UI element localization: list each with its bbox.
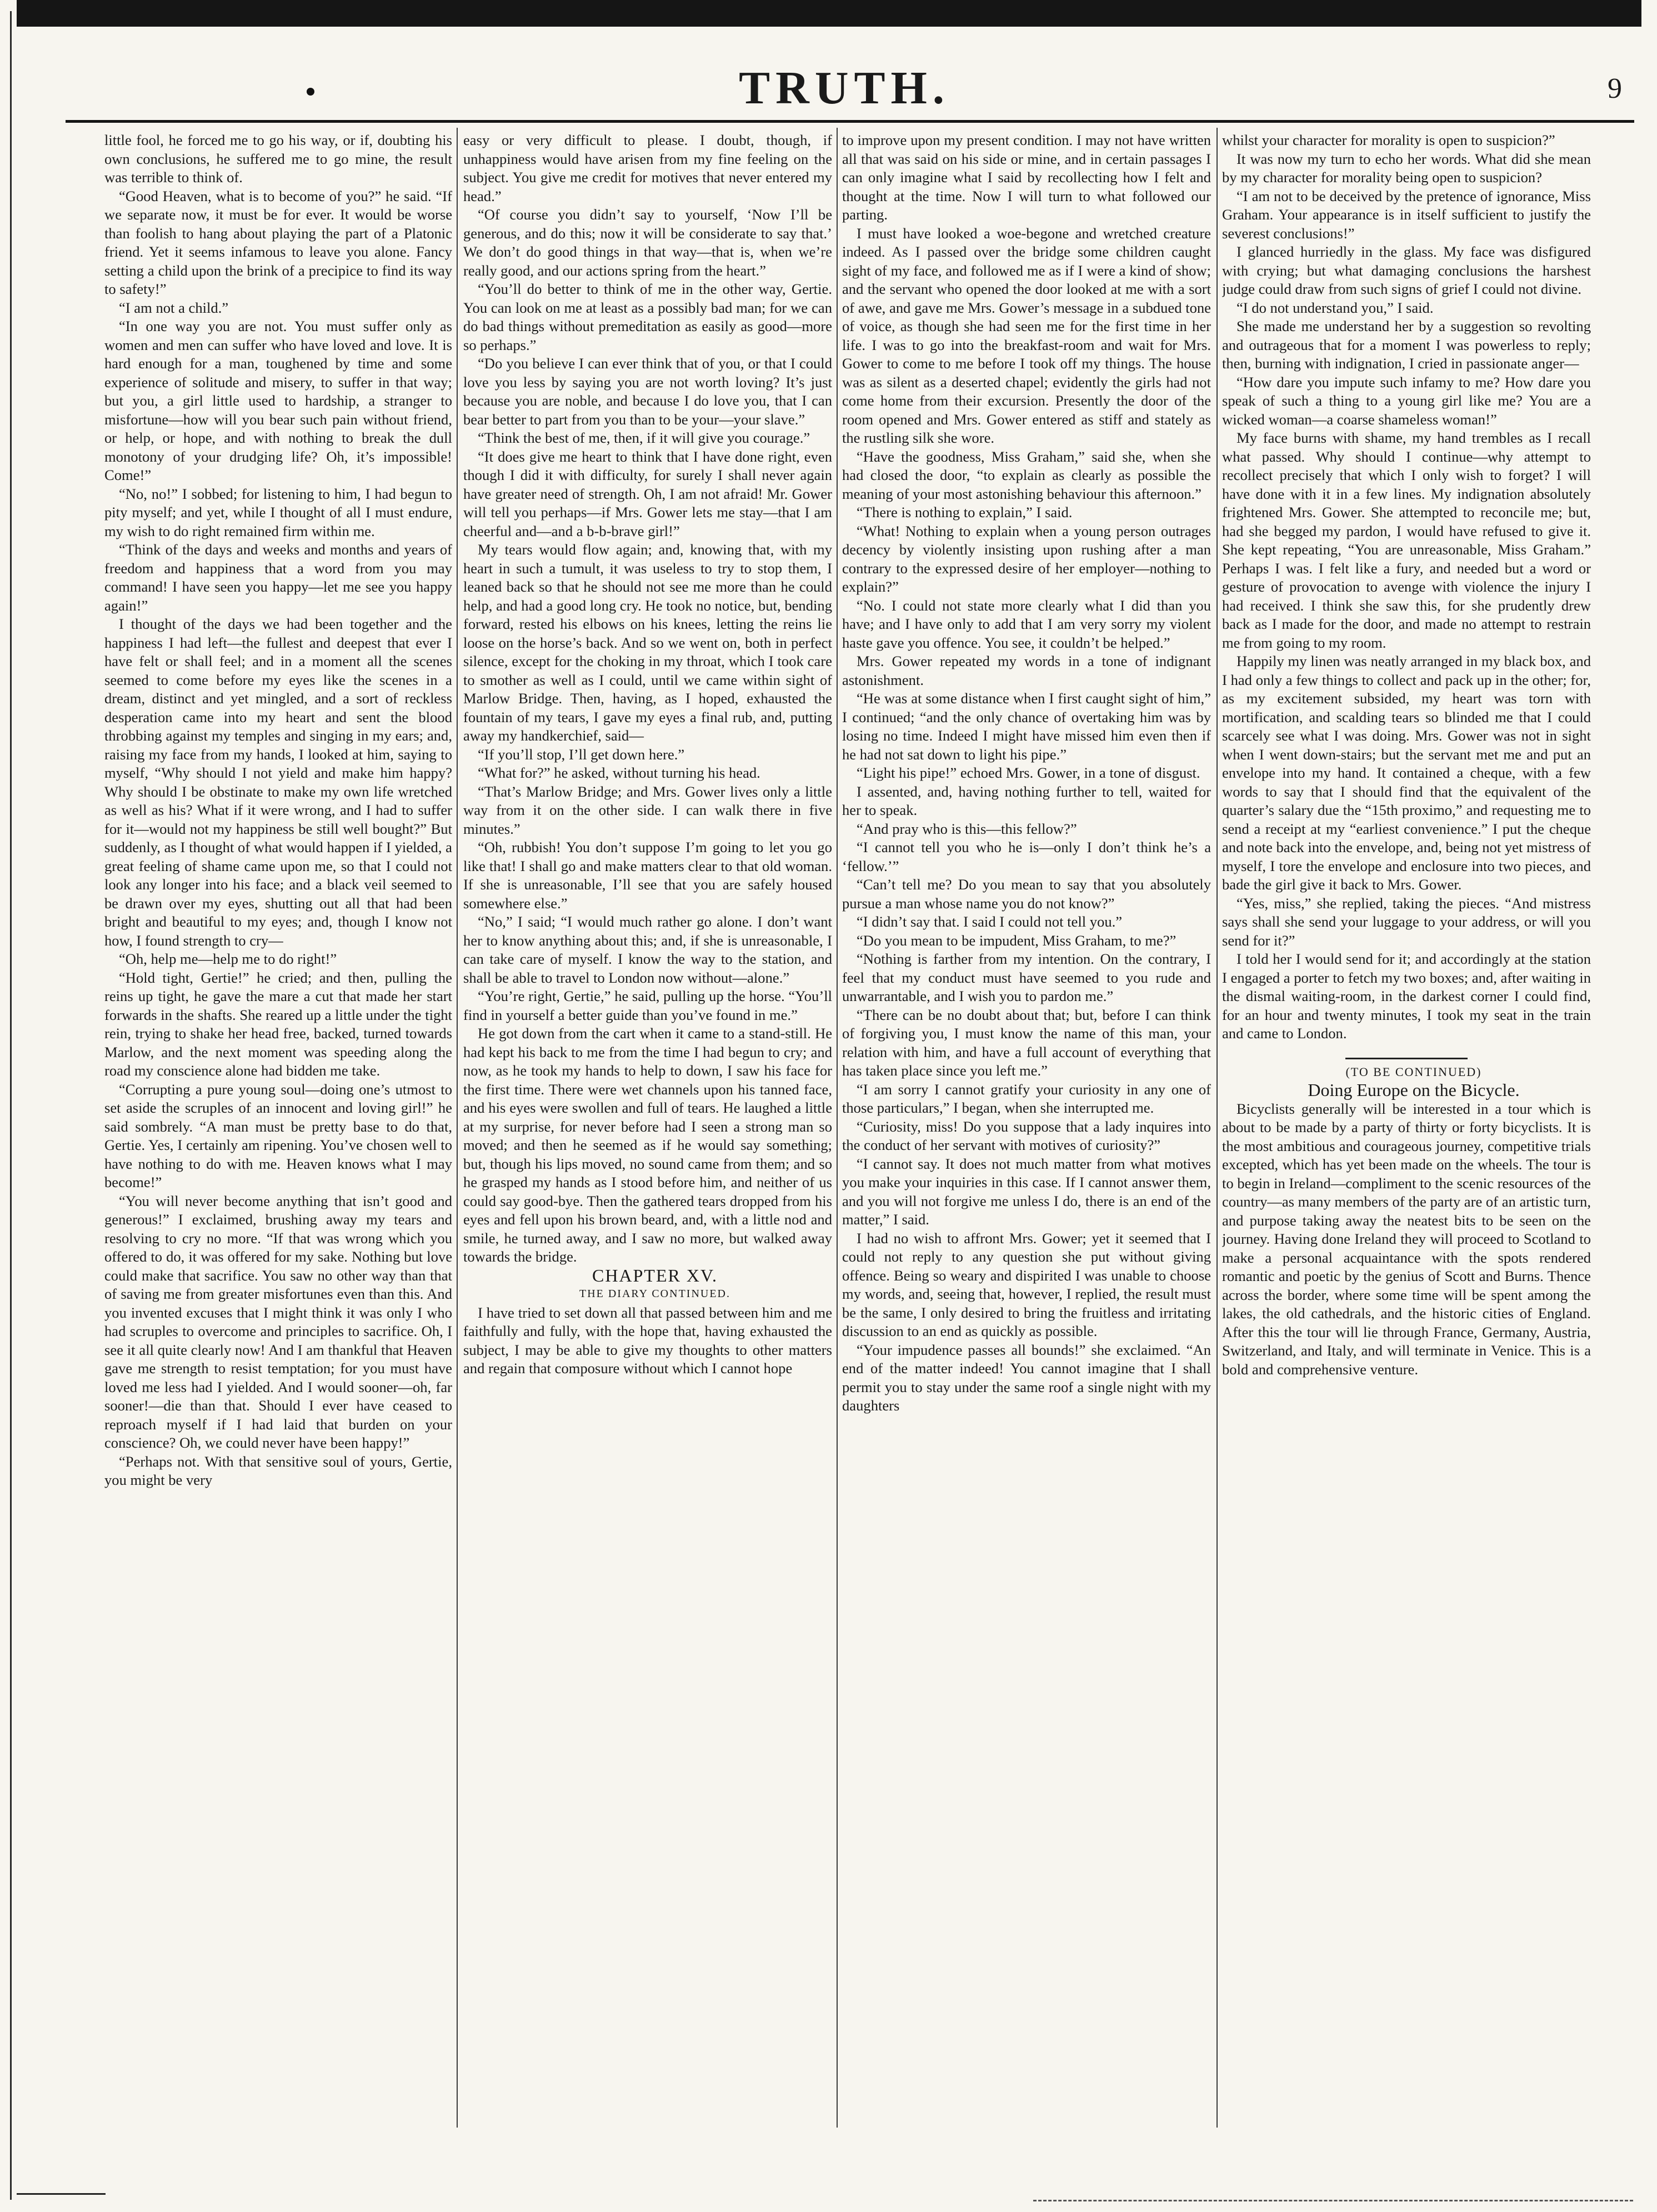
header-rule	[66, 120, 1634, 123]
paragraph: “You’ll do better to think of me in the other way, Gertie. You can look on me at least as a possibly bad man; for we can do bad things without premeditation as easily as good—more so perhaps.”	[463, 281, 832, 353]
paragraph: “Think of the days and weeks and months and years of freedom and happiness that a word from you may command! I have seen you happy—let me see you happy again!”	[104, 541, 452, 614]
paragraph: “No. I could not state more clearly what I did than you have; and I have only to add that I am very sorry my violent haste gave you offence. You see, it couldn’t be helped.”	[842, 597, 1211, 651]
footer-rule	[17, 2193, 106, 2195]
paragraph: “Good Heaven, what is to become of you?” he said. “If we separate now, it must be for ever. It would be worse than foolish to hang about playing the part of a Platonic friend. Yet it seems infamous to leave you alone. Fancy setting a child upon the brink of a precipice to find its way to safety!”	[104, 187, 452, 297]
paragraph: He got down from the cart when it came to a stand-still. He had kept his back to me from the time I had begun to cry; and now, as he took my hands to help to down, I saw his face for the first time. There were wet channels upon his tanned face, and his eyes were swollen and full of tears. He laughed a little at my surprise, for never before had I seen a strong man so moved; and then he seemed as if he would say something; but, though his lips moved, no sound came from them; and so he grasped my hands as I stood before him, and neither of us could say good-bye. Then the gathered tears dropped from his eyes and fell upon his brown beard, and, with a little nod and smile, he turned away, and I saw no more, but walked away towards the bridge.	[463, 1025, 832, 1265]
paragraph: I assented, and, having nothing further to tell, waited for her to speak.	[842, 783, 1211, 818]
to-be-continued: (TO BE CONTINUED)	[1345, 1064, 1482, 1079]
paragraph: “Oh, rubbish! You don’t suppose I’m going to let you go like that! I shall go and make matters clear to that old woman. If she is unreasonable, I’ll see that you are safely housed somewhere else.”	[463, 839, 832, 912]
chapter-heading: CHAPTER XV.	[592, 1265, 718, 1285]
paragraph: I glanced hurriedly in the glass. My face was disfigured with crying; but what damaging conclusions the harshest judge could draw from such signs of grief I could not divine.	[1222, 243, 1591, 297]
paragraph: “No,” I said; “I would much rather go alone. I don’t want her to know anything about this; and, if she is unreasonable, I can take care of myself. I know the way to the station, and shall be able to travel to London now without—alone.”	[463, 913, 832, 986]
column-divider	[457, 128, 458, 2128]
column-4	[1222, 131, 1591, 2153]
paragraph: “Do you believe I can ever think that of you, or that I could love you less by saying you are not worth loving? It’s just because you are noble, and because I do love you, that I can bear better to part from you than to be your—your slave.”	[463, 355, 832, 428]
page-number: 9	[1608, 73, 1622, 104]
paragraph: “What! Nothing to explain when a young person outrages decency by violently insisting upon rushing after a man contrary to the expressed desire of her employer—nothing to explain?”	[842, 522, 1211, 595]
paragraph: “What for?” he asked, without turning his head.	[478, 764, 760, 781]
paragraph: “Nothing is farther from my intention. On the contrary, I feel that my conduct must have seemed to you rude and unwarrantable, and I wish you to pardon me.”	[842, 950, 1211, 1004]
paragraph: “I cannot tell you who he is—only I don’t think he’s a ‘fellow.’”	[842, 839, 1211, 874]
paragraph: “Hold tight, Gertie!” he cried; and then, pulling the reins up tight, he gave the mare a cut that made her start forwards in the shafts. She reared up a little under the tight rein, trying to shake her head free, backed, turned towards Marlow, and the next moment was speeding along the road my conscience alone had bidden me take.	[104, 969, 452, 1079]
newspaper-title: TRUTH.	[739, 62, 950, 114]
footer-dash-rule	[1033, 2200, 1633, 2201]
paragraph: “Can’t tell me? Do you mean to say that you absolutely pursue a man whose name you do not know?”	[842, 876, 1211, 912]
paragraph: “I am not a child.”	[119, 299, 229, 316]
paragraph: “Perhaps not. With that sensitive soul of yours, Gertie, you might be very	[104, 1453, 452, 1488]
paragraph: “Yes, miss,” she replied, taking the pieces. “And mistress says shall she send your luggage to your address, or will you send for it?”	[1222, 894, 1591, 949]
paragraph: “No, no!” I sobbed; for listening to him, I had begun to pity myself; and yet, while I thought of all I must endure, my wish to do right remained firm within me.	[104, 485, 452, 539]
masthead	[67, 56, 1622, 117]
paragraph: to improve upon my present condition. I may not have written all that was said on his side or mine, and in certain passages I can only imagine what I said by recollecting how I felt and thought at the time. Now I will turn to what followed our parting.	[842, 132, 1211, 223]
article-heading: Doing Europe on the Bicycle.	[1308, 1080, 1520, 1100]
paragraph: She made me understand her by a suggestion so revolting and outrageous that for a moment I was powerless to reply; then, burning with indignation, I cried in passionate anger—	[1222, 318, 1591, 372]
paragraph: “Have the goodness, Miss Graham,” said she, when she had closed the door, “to explain as clearly as possible the meaning of your most astonishing behaviour this afternoon.”	[842, 448, 1211, 502]
column-2	[463, 131, 832, 2153]
paragraph: “Your impudence passes all bounds!” she exclaimed. “An end of the matter indeed! You cannot imagine that I shall permit you to stay under the same roof a single night with my daughters	[842, 1341, 1211, 1414]
paragraph: “I didn’t say that. I said I could not tell you.”	[857, 913, 1123, 930]
paragraph: “Of course you didn’t say to yourself, ‘Now I’ll be generous, and do this; now it will be considerate to say that.’ We don’t do good things in that way—that is, when we’re really good, and our actions spring from the heart.”	[463, 206, 832, 279]
paragraph: “I am not to be deceived by the pretence of ignorance, Miss Graham. Your appearance is in itself sufficient to justify the severest conclusions!”	[1222, 187, 1591, 242]
paragraph: “I cannot say. It does not much matter from what motives you make your inquiries in this case. If I cannot answer them, and you will not forgive me unless I do, there is an end of the matter,” I said.	[842, 1155, 1211, 1228]
paragraph: It was now my turn to echo her words. What did she mean by my character for morality being open to suspicion?	[1222, 150, 1591, 186]
paragraph: Happily my linen was neatly arranged in my black box, and I had only a few things to collect and pack up in the other; for, as my excitement subsided, my heart was torn with mortification, and scalding tears so blinded me that I could scarcely see what I was doing. Mrs. Gower was not in sight when I went down-stairs; but the servant met me and put an envelope into my hand. It contained a cheque, with a few words to say that I should find that the equivalent of the quarter’s salary due the “15th proximo,” and requesting me to send a receipt at my “earliest convenience.” I put the cheque and note back into the envelope, and, being not yet mistress of myself, I tore the envelope and enclosure into two pieces, and bade the girl give it back to Mrs. Gower.	[1222, 653, 1591, 893]
page-left-edge	[10, 11, 12, 2200]
paragraph: “There is nothing to explain,” I said.	[857, 504, 1073, 521]
paragraph: “I am sorry I cannot gratify your curiosity in any one of those particulars,” I began, when she interrupted me.	[842, 1080, 1211, 1116]
column-3	[842, 131, 1211, 2153]
paragraph: “You’re right, Gertie,” he said, pulling up the horse. “You’ll find in yourself a better guide than you’ve found in me.”	[463, 988, 832, 1023]
paragraph: “In one way you are not. You must suffer only as women and men can suffer who have loved and love. It is hard enough for a man, toughened by time and some experience of solitude and misery, to suffer in that way; but you, a girl little used to hardship, a stranger to misfortune—how will you bear such pain without friend, or help, or hope, and with nothing to break the dull monotony of your drudging life? Oh, it’s impossible! Come!”	[104, 318, 452, 483]
paragraph: “I do not understand you,” I said.	[1237, 299, 1434, 316]
column-divider	[1217, 128, 1218, 2128]
paragraph: “How dare you impute such infamy to me? How dare you speak of such a thing to a young girl like me? You are a wicked woman—a coarse shameless woman!”	[1222, 373, 1591, 428]
paragraph: Bicyclists generally will be interested in a tour which is about to be made by a party of thirty or forty bicyclists. It is the most ambitious and courageous journey, competitive trials excepted, which has yet been made on the wheels. The tour is to begin in Ireland—compliment to the scenic resources of the country—as many members of the party are of an artistic turn, and purpose taking away the neatest bits to be seen on the journey. Having done Ireland they will proceed to Scotland to make a personal acquaintance with the spots rendered romantic and poetic by the genius of Scott and Burns. Thence across the border, where some time will be spent among the lakes, the old cathedrals, and the historic cities of England. After this the tour will lie through France, Germany, Austria, Switzerland, and Italy, and will terminate in Venice. This is a bold and comprehensive venture.	[1222, 1100, 1591, 1378]
paragraph: I had no wish to affront Mrs. Gower; yet it seemed that I could not reply to any question she put without giving offence. Being so weary and dispirited I was unable to choose my words, and, seeing that, however, I replied, the result must be the same, I only desired to bring the fruitless and irritating discussion to an end as quickly as possible.	[842, 1229, 1211, 1339]
paragraph: “And pray who is this—this fellow?”	[857, 820, 1077, 837]
paragraph: “You will never become anything that isn’t good and generous!” I exclaimed, brushing away my tears and resolving to cry no more. “If that was wrong which you offered to do, it was offered for my sake. Nothing but love could make that sacrifice. You saw no other way than that of saving me from greater misfortunes even than this. And you invented excuses that I might think it was only I who had scruples to overcome and principles to sacrifice. Oh, I see it all quite clearly now! And I am thankful that Heaven gave me strength to resist temptation; for you must have loved me less had I yielded. And I would sooner—oh, far sooner!—die than that. Should I ever have ceased to reproach myself if I had laid that burden on your conscience? Oh, we could never have been happy!”	[104, 1192, 452, 1451]
paragraph: My face burns with shame, my hand trembles as I recall what passed. Why should I continue—why attempt to recollect precisely that which I only wish to forget? I will have done with it in a few lines. My indignation absolutely frightened Mrs. Gower. She attempted to reconcile me; but, had she begged my pardon, I would have refused to give it. She kept repeating, “You are unreasonable, Miss Graham.” Perhaps I was. I felt like a fury, and needed but a word or gesture of provocation to avenge with violence the injury I had received. I think she saw this, for she prudently drew back as I made for the door, and made no attempt to restrain me from going to my room.	[1222, 429, 1591, 651]
paragraph: “Curiosity, miss! Do you suppose that a lady inquires into the conduct of her servant with motives of curiosity?”	[842, 1118, 1211, 1153]
paragraph: “There can be no doubt about that; but, before I can think of forgiving you, I must know the name of this man, your relation with him, and have a full account of everything that has taken place since you left me.”	[842, 1006, 1211, 1079]
paragraph: I told her I would send for it; and accordingly at the station I engaged a porter to fetch my two boxes; and, after waiting in the dismal waiting-room, in the darkest corner I could find, for an hour and twenty minutes, I took my seat in the train and came to London.	[1222, 950, 1591, 1042]
paragraph: “Oh, help me—help me to do right!”	[119, 950, 337, 967]
chapter-subheading: THE DIARY CONTINUED.	[579, 1288, 730, 1300]
paragraph: My tears would flow again; and, knowing that, with my heart in such a tumult, it was useless to try to stop them, I leaned back so that he should not see me more than he could help, and had a good long cry. He took no notice, but, bending forward, rested his elbows on his knees, letting the reins lie loose on the horse’s back. And so we went on, both in perfect silence, except for the choking in my throat, which I took care to smother as well as I could, until we came within sight of Marlow Bridge. Then, having, as I hoped, exhausted the fountain of my tears, I gave my eyes a final rub, and, putting away my handkerchief, said—	[463, 541, 832, 744]
paragraph: “If you’ll stop, I’ll get down here.”	[478, 745, 685, 763]
page-top-border	[17, 0, 1641, 27]
column-divider	[837, 128, 838, 2128]
paragraph: “It does give me heart to think that I have done right, even though I did it with difficulty, for surely I shall never again have greater need of strength. Oh, I am not afraid! Mr. Gower will tell you perhaps—if Mrs. Gower lets me stay—that I am cheerful and—and a b-b-brave girl!”	[463, 448, 832, 539]
paragraph: “Do you mean to be impudent, Miss Graham, to me?”	[857, 932, 1177, 949]
paragraph: I have tried to set down all that passed between him and me faithfully and fully, with the hope that, having exhausted the subject, I may be able to give my thoughts to other matters and regain that composure without which I cannot hope	[463, 1304, 832, 1377]
column-1	[104, 131, 452, 2153]
paragraph: Mrs. Gower repeated my words in a tone of indignant astonishment.	[842, 653, 1211, 688]
paragraph: “Light his pipe!” echoed Mrs. Gower, in a tone of disgust.	[857, 764, 1200, 781]
paragraph: easy or very difficult to please. I doubt, though, if unhappiness would have arisen from my fine feeling on the subject. You give me credit for motives that never entered my head.”	[463, 132, 832, 204]
section-divider	[1345, 1058, 1468, 1059]
paragraph: whilst your character for morality is open to suspicion?”	[1222, 132, 1555, 148]
paragraph: “He was at some distance when I first caught sight of him,” I continued; “and the only chance of overtaking him was by losing no time. Indeed I might have missed him even then if he had not sat down to light his pipe.”	[842, 690, 1211, 763]
paragraph: little fool, he forced me to go his way, or if, doubting his own conclusions, he suffered me to go mine, the result was terrible to think of.	[104, 132, 452, 186]
paragraph: I thought of the days we had been together and the happiness I had left—the fullest and deepest that ever I have felt or shall feel; and in a moment all the scenes seemed to come before my eyes like the scenes in a dream, distinct and yet mingled, and a sort of reckless desperation came into my heart and sent the blood throbbing against my temples and singing in my ears; and, raising my face from my hands, I looked at him, saying to myself, “Why should I not yield and make him happy? Why should I be obstinate to make my own life wretched as well as his? What if it were wrong, and I had to suffer for it—would not my happiness be still well bought?” But suddenly, as I thought of what would happen if I yielded, a great feeling of shame came upon me, so that I could not look any longer into his face; and a black veil seemed to be drawn over my eyes, shutting out all that had been bright and beautiful to my eyes; and, though I know not how, I found strength to cry—	[104, 615, 452, 949]
paragraph: “Corrupting a pure young soul—doing one’s utmost to set aside the scruples of an innocent and loving girl!” he said sombrely. “A man must be pretty base to do that, Gertie. Yes, I certainly am ripening. You’ve chosen well to have nothing to do with me. Heaven knows what I may become!”	[104, 1080, 452, 1190]
paragraph: I must have looked a woe-begone and wretched creature indeed. As I passed over the bridge some children caught sight of my face, and followed me as if I were a kind of show; and the servant who opened the door looked at me with a sort of awe, and gave me Mrs. Gower’s message in a subdued tone of voice, as though she had seen me for the first time in her life. I was to go into the breakfast-room and wait for Mrs. Gower to come to me before I took off my things. The house was as silent as a deserted chapel; evidently the girls had not come home from their excursion. Presently the door of the room opened and Mrs. Gower entered as stiff and stately as the rustling silk she wore.	[842, 224, 1211, 446]
paragraph: “That’s Marlow Bridge; and Mrs. Gower lives only a little way from it on the other side. I can walk there in five minutes.”	[463, 783, 832, 837]
paragraph: “Think the best of me, then, if it will give you courage.”	[478, 429, 810, 446]
